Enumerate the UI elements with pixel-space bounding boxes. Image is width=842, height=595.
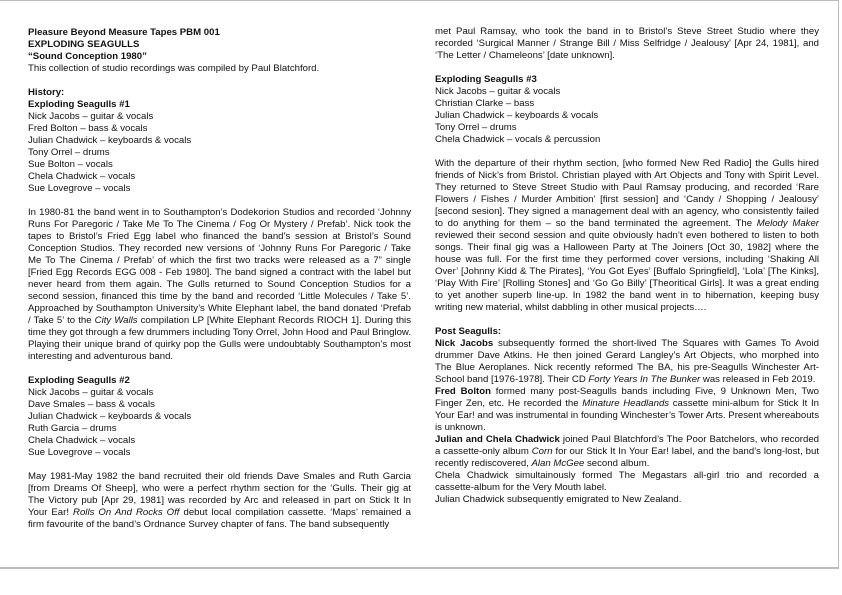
paragraph-text: subsequently formed the short-lived The Squares with Games To Avoid drummer Dave Atkins. He then joined Gerard Langley’s Art Objects, who morphed into The Blue Aeroplanes. Nick recently reformed The BA, his pre-Seagulls Winchester Art-School band [1976-1978]. Their CD (435, 338, 820, 385)
paragraph-text: In 1980-81 the band went in to Southampton’s Dodekorion Studios and recorded ‘Johnny Runs For Paregoric / Take Me To The Cinema / Fog Or Mystery / Prefab’. Nick took the tapes to Bristol’s Fried Egg label who financed the band’s session at Bristol’s Sound Conception Studios. They recorded new versions of ‘Johnny Runs For Paregoric / Take Me To The Cinema / Prefab’ of which the first two tracks were released as a 7” single [Fried Egg Records EGG 008 - Feb 1980]. The band signed a contract with the label but never heard from them again. The Gulls returned to Sound Conception Studios for a second session, financed this time by the band and recorded ‘Little Molecules / Take 5’. Approached by Southampton University’s White Elephant label, the band donated ‘Prefab / Take 5’ to the (28, 207, 411, 326)
spacer (28, 195, 411, 207)
member-item: Sue Bolton – vocals (28, 159, 113, 170)
member-item: Julian Chadwick – keyboards & vocals (435, 110, 599, 121)
paragraph-text: debut local compilation cassette. ‘Maps’ remained a firm favourite of the band’s Ordnance Survey chapter of fans. The band subsequently (28, 507, 412, 530)
band-name: EXPLODING SEAGULLS (28, 39, 140, 50)
paragraph-text: met Paul Ramsay, who took the band in to Bristol’s Steve Street Studio where they recorded ‘Surgical Manner / Strange Bill / Miss Selfridge / Jealousy’ [Apr 24, 1981], and ‘The Letter / Chameleons’ [date unknown]. (435, 26, 819, 61)
lineup2-members (28, 387, 411, 459)
member-item: Dave Smales – bass & vocals (28, 399, 155, 410)
spacer (435, 314, 819, 326)
album-title: City Walls (94, 315, 138, 326)
post-seagulls-heading: Post Seagulls: (435, 326, 502, 337)
paragraph-text: reviewed their second session and quite obviously hadn’t even bothered to listen to both songs. Their final gig was a Halloween Party at The Joiners [Oct 30, 1982] where the house was full. For the first time they performed cover versions, including ‘Shaking All Over’ [Johnny Kidd & The Pirates], ‘You Got Eyes’ [Buffalo Springfield], ‘Lola’ [The Kinks], ‘Play With Fire’ [Rolling Stones] and ‘Go Go Billy’ [Theoritical Girls]. It was a great ending to yet another superb line-up. In 1982 the band went in to hibernation, keeping busy writing new material, whilst dabbling in other musical projects…. (435, 230, 819, 313)
lineup1-heading: Exploding Seagulls #1 (28, 99, 130, 110)
member-item: Christian Clarke – bass (435, 98, 535, 109)
person-name: Fred Bolton (435, 386, 491, 397)
member-item: Nick Jacobs – guitar & vocals (28, 387, 154, 398)
paragraph-text: formed many post-Seagulls bands including Five, 9 Unknown Men, Two Finger Zen, etc. He recorded the (435, 386, 819, 409)
lineup3-paragraph (435, 158, 819, 314)
lineup3-members (435, 86, 819, 146)
member-item: Sue Lovegrove – vocals (28, 447, 131, 458)
lineup2-paragraph-continued (435, 26, 819, 62)
post-chela: Chela Chadwick simultainously formed The Megastars all-girl trio and recorded a cassette-album for the Very Mouth label. (435, 470, 819, 493)
member-item: Sue Lovegrove – vocals (28, 183, 131, 194)
catalog-line: Pleasure Beyond Measure Tapes PBM 001 (28, 27, 220, 38)
paragraph-text: joined Paul Blatchford’s The Poor Batchelors, who recorded a cassette-only album (435, 434, 819, 457)
member-item: Chela Chadwick – vocals & percussion (435, 134, 601, 145)
spacer (28, 459, 411, 471)
paragraph-text: second album. (584, 458, 650, 469)
lineup3-heading: Exploding Seagulls #3 (435, 74, 537, 85)
member-item: Tony Orrel – drums (435, 122, 517, 133)
paragraph-text: compilation LP [White Elephant Records RIOCH 1]. During this time they got through a few drummers including Tony Orrel, John Hood and Paul Bringlow. Playing their unique brand of quirky pop the Gulls were undoubtably Southampton’s most interesting and adventurous band. (28, 315, 411, 362)
paragraph-text: cassette mini-album for Stick It In Your Ear! and was instrumental in founding Winchester’s Tower Arts. Present whereabouts is unknown. (435, 398, 819, 433)
lineup2-paragraph (28, 471, 411, 531)
history-heading: History: (28, 87, 65, 98)
intro-text: This collection of studio recordings was compiled by Paul Blatchford. (28, 63, 320, 74)
lineup1-paragraph (28, 207, 411, 363)
paragraph-text: With the departure of their rhythm section, [who formed New Red Radio] the Gulls hired friends of Nick’s from Bristol. Christian played with Art Objects and Tony with Spirit Level. They returned to Steve Street Studio with Paul Ramsay producing, and recorded ‘Rare Flowers / Fishes / Murder Ambition’ [first session] and ‘Candy / Shopping / Jealousy’ [second sesion]. They signed a management deal with an agency, who consistently failed to do anything for them – so the band terminated the agreement. The (435, 158, 819, 229)
publication-title: Melody Maker (756, 218, 819, 229)
paragraph-text: May 1981-May 1982 the band recruited their old friends Dave Smales and Ruth Garcia [from Dreams Of Sheep], who were a perfect rhythm section for the ‘Gulls. Their gig at The Victory pub [Apr 29, 1981] was recorded by Arc and released in part on Stick It In Your Ear! (28, 471, 411, 518)
spacer (28, 363, 411, 375)
member-item: Chela Chadwick – vocals (28, 435, 136, 446)
paragraph-text: was released in Feb 2019. (700, 374, 816, 385)
post-julian: Julian Chadwick subsequently emigrated to New Zealand. (435, 494, 682, 505)
left-column (28, 27, 411, 531)
album-title: Forty Years In The Bunker (588, 374, 701, 385)
member-item: Ruth Garcia – drums (28, 423, 117, 434)
member-item: Julian Chadwick – keyboards & vocals (28, 135, 192, 146)
post-fred (435, 386, 819, 434)
member-item: Tony Orrel – drums (28, 147, 110, 158)
person-name: Nick Jacobs (435, 338, 494, 349)
paragraph-text: for our Stick It In Your Ear! label, and the band’s long-lost, but recently rediscovered, (435, 446, 820, 469)
person-name: Julian and Chela Chadwick (435, 434, 560, 445)
album-title: Minature Headlands (582, 398, 670, 409)
post-chadwicks (435, 434, 819, 470)
lineup1-members (28, 111, 411, 195)
post-nick (435, 338, 819, 386)
member-item: Julian Chadwick – keyboards & vocals (28, 411, 192, 422)
spacer (28, 75, 411, 87)
album-title: Rolls On And Rocks Off (73, 507, 180, 518)
right-column (435, 26, 819, 506)
spacer (435, 146, 819, 158)
album-title: Corn (531, 446, 553, 457)
member-item: Nick Jacobs – guitar & vocals (28, 111, 154, 122)
album-title: Alan McGee (531, 458, 585, 469)
release-title: “Sound Conception 1980” (28, 51, 147, 62)
member-item: Nick Jacobs – guitar & vocals (435, 86, 561, 97)
member-item: Fred Bolton – bass & vocals (28, 123, 148, 134)
lineup2-heading: Exploding Seagulls #2 (28, 375, 130, 386)
member-item: Chela Chadwick – vocals (28, 171, 136, 182)
spacer (435, 62, 819, 74)
